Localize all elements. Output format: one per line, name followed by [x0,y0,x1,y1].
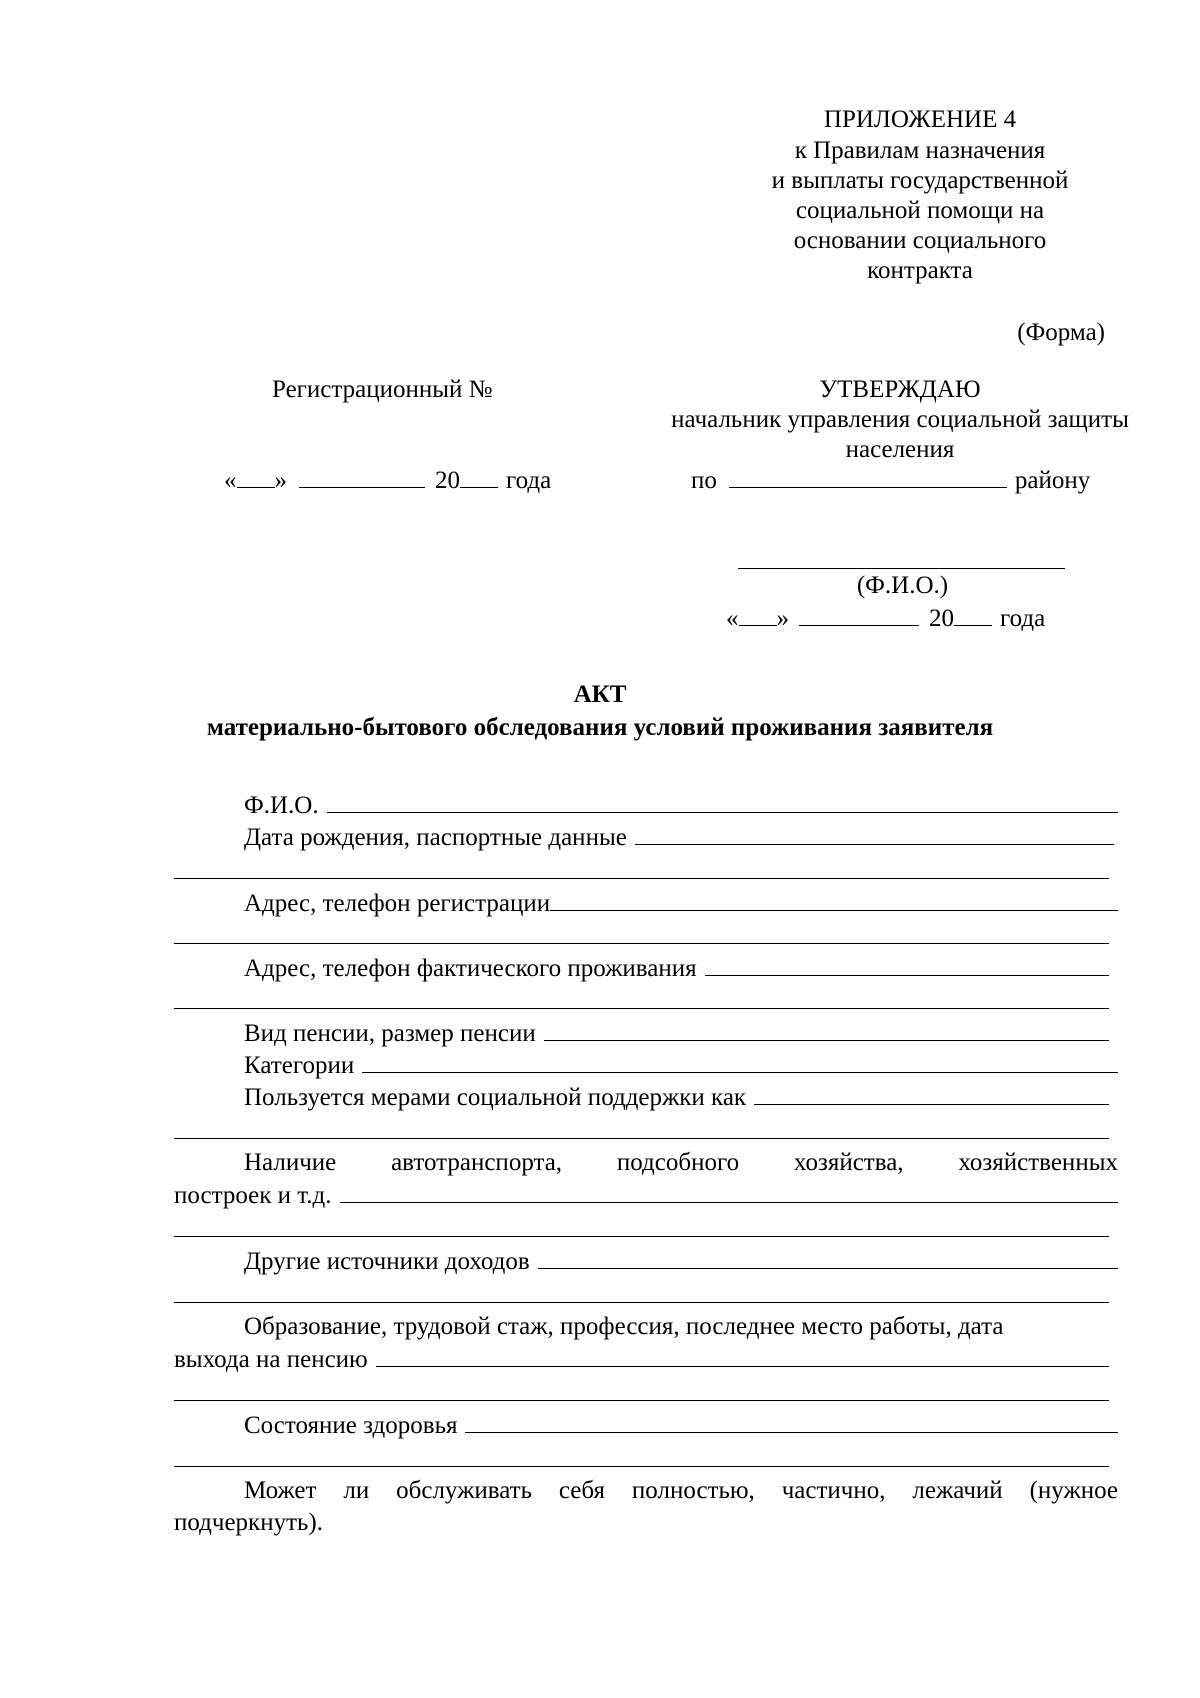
actual-address-input-line[interactable] [705,953,1109,976]
vehicles-continuation-line[interactable] [174,1236,1109,1237]
fio-field-row [244,790,1118,821]
reg-address-label: Адрес, телефон регистрации [244,890,551,917]
category-row [244,1050,1118,1081]
approval-fio-label: (Ф.И.О.) [856,572,949,599]
month-blank[interactable] [299,465,425,488]
approval-date: « » 20 года [726,605,1046,632]
education-row [174,1344,1109,1375]
reg-address-continuation-line[interactable] [174,943,1109,944]
vehicles-input-line[interactable] [340,1180,1118,1203]
month-blank[interactable] [799,603,919,626]
approval-position-cont: населения [845,436,955,463]
registration-label: Регистрационный № [272,376,493,403]
actual-address-row [244,953,1109,984]
selfcare-label-line2: подчеркнуть). [174,1509,323,1536]
other-income-input-line[interactable] [538,1246,1118,1269]
fio-label: Ф.И.О. [244,792,319,819]
support-label: Пользуется мерами социальной поддержки как [244,1084,747,1111]
other-income-continuation-line[interactable] [174,1302,1109,1303]
fio-input-line[interactable] [327,790,1118,813]
actual-address-label: Адрес, телефон фактического проживания [244,955,697,982]
year-blank[interactable] [460,465,498,488]
vehicles-label-line2: построек и т.д. [174,1182,332,1209]
district-blank[interactable] [729,465,1007,488]
pension-label: Вид пенсии, размер пенсии [244,1020,536,1047]
selfcare-label-line1: Может ли обслуживать себя полностью, частично, лежачий (нужное [244,1477,1118,1504]
birth-continuation-line[interactable] [174,878,1109,879]
actual-address-continuation-line[interactable] [174,1008,1109,1009]
birth-label: Дата рождения, паспортные данные [244,824,627,851]
education-label-line1: Образование, трудовой стаж, профессия, последнее место работы, дата [244,1313,1004,1340]
approval-district-row: по району [691,467,1091,494]
act-subtitle: материально-бытового обследования условий проживания заявителя [206,714,994,741]
year-blank[interactable] [954,603,992,626]
appendix-number: ПРИЛОЖЕНИЕ 4 [823,106,1017,133]
education-continuation-line[interactable] [174,1400,1109,1401]
health-row [244,1410,1118,1441]
pension-row [244,1018,1109,1049]
category-input-line[interactable] [362,1050,1118,1073]
support-input-line[interactable] [754,1082,1109,1105]
other-income-row [244,1246,1118,1277]
birth-input-line[interactable] [635,822,1114,845]
vehicles-label-line1: Наличие автотранспорта, подсобного хозяйства, хозяйственных [244,1149,1118,1176]
day-blank[interactable] [237,465,275,488]
education-input-line[interactable] [376,1344,1109,1367]
other-income-label: Другие источники доходов [244,1248,530,1275]
health-input-line[interactable] [465,1410,1118,1433]
reg-address-input-line[interactable] [550,888,1118,911]
reg-address-row [244,888,1118,919]
fio-signature-line[interactable] [738,568,1065,569]
registration-date: « » 20 года [224,467,552,494]
pension-input-line[interactable] [544,1018,1109,1041]
vehicles-row [174,1180,1118,1211]
birth-field-row [244,822,1114,853]
approval-position: начальник управления социальной защиты [671,406,1129,433]
support-continuation-line[interactable] [174,1138,1109,1139]
support-row [244,1082,1109,1113]
appendix-line: и выплаты государственной [771,167,1069,194]
day-blank[interactable] [739,603,777,626]
appendix-line: социальной помощи на [795,197,1045,224]
education-label-line2: выхода на пенсию [174,1346,368,1373]
health-label: Состояние здоровья [244,1412,458,1439]
appendix-line: контракта [867,257,973,284]
approval-title: УТВЕРЖДАЮ [819,376,981,403]
appendix-line: основании социального [793,227,1047,254]
appendix-line: к Правилам назначения [794,137,1046,164]
act-title: АКТ [573,681,627,708]
health-continuation-line[interactable] [174,1466,1109,1467]
form-label: (Форма) [1017,319,1105,346]
category-label: Категории [244,1052,355,1079]
